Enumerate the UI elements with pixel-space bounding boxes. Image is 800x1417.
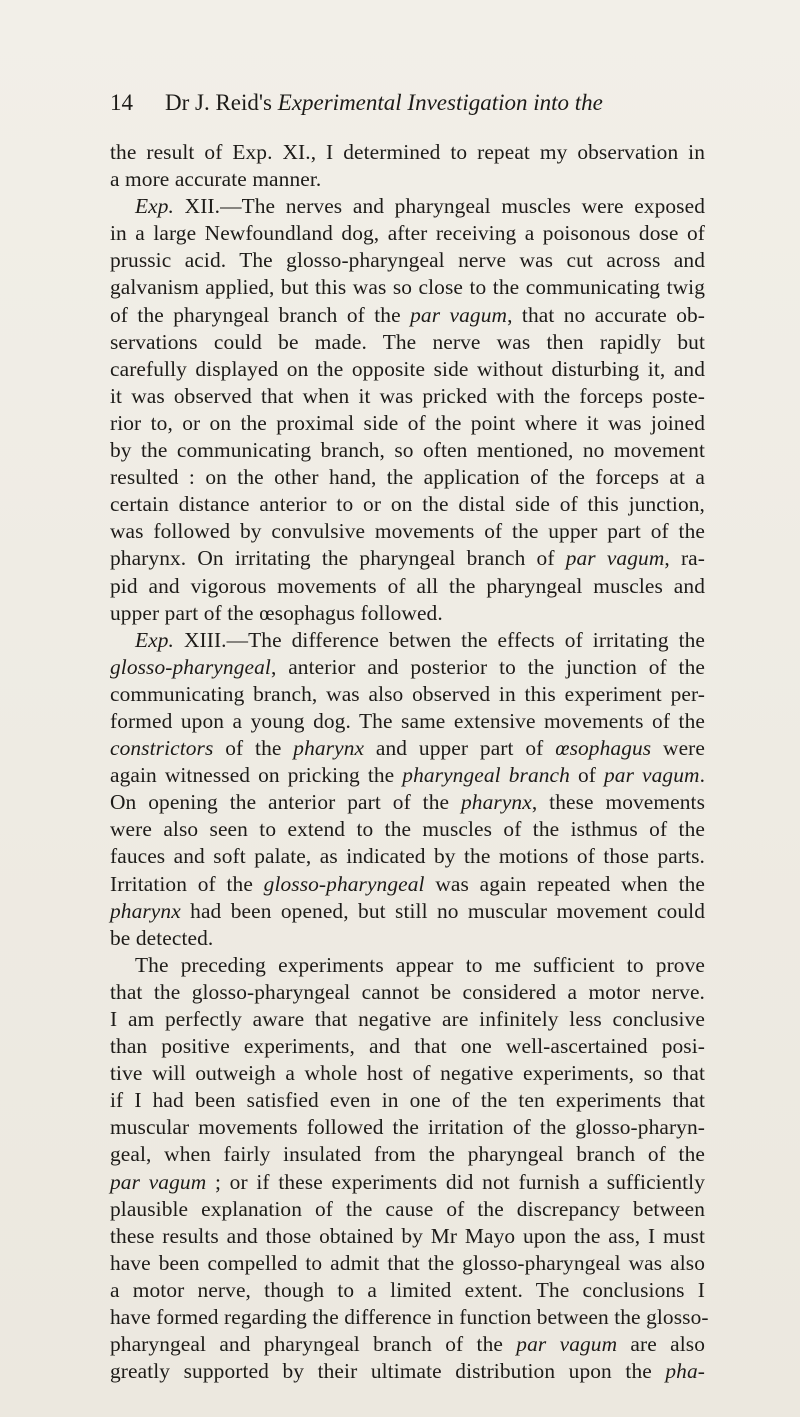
text-line [110,383,705,410]
text-segment: it was observed that when it was pricked with the forceps poste- [110,383,705,408]
text-segment: plausible explanation of the cause of the discrepancy between [110,1196,705,1221]
text-line [110,925,705,952]
italic-text: pharyngeal branch [402,763,570,788]
text-segment: formed upon a young dog. The same extensive movements of the [110,708,705,733]
text-line [110,1331,705,1358]
text-segment: greatly supported by their ultimate distribution upon the [110,1359,666,1384]
italic-text: pharynx [293,736,365,761]
text-segment: muscular movements followed the irritation of the glosso-pharyn- [110,1115,705,1140]
text-line [110,735,705,762]
text-line [110,1114,705,1141]
text-segment: the result of Exp. XI., I determined to repeat my observation in [110,140,705,164]
text-segment: tive will outweigh a whole host of negative experiments, so that [110,1061,705,1086]
text-segment: communicating branch, was also observed in this experiment per- [110,681,705,706]
running-head [165,88,603,118]
text-segment: prussic acid. The glosso-pharyngeal nerve was cut across and [110,248,705,273]
italic-text: constrictors [110,736,214,761]
text-segment: ; or if these experiments did not furnish a sufficiently [206,1169,705,1194]
text-segment: resulted : on the other hand, the application of the forceps at a [110,465,705,490]
text-segment: upper part of the œsophagus followed. [110,600,443,625]
text-line [110,464,705,491]
italic-text: pharynx [461,790,532,815]
text-segment: were also seen to extend to the muscles of the isthmus of the [110,817,705,842]
text-line [110,1141,705,1168]
text-line [110,1223,705,1250]
text-line [110,247,705,274]
text-segment: are also [617,1332,705,1357]
text-segment: than positive experiments, and that one well-ascertained posi- [110,1034,705,1059]
text-segment: I am perfectly aware that negative are infinitely less conclusive [110,1007,705,1031]
text-line [110,789,705,816]
text-line [110,518,705,545]
text-line [110,302,705,329]
text-line [110,545,705,572]
text-line [110,762,705,789]
italic-text: par vagum [410,302,508,327]
text-segment: On opening the anterior part of the [110,790,462,815]
text-segment: pharyngeal and pharyngeal branch of the [110,1332,517,1357]
text-line [110,600,705,627]
italic-text: œsophagus [555,736,652,761]
text-line [110,681,705,708]
text-segment: have been compelled to admit that the glosso-pharyngeal was also [110,1250,705,1275]
text-line [110,166,705,193]
text-segment: had been opened, but still no muscular movement could [180,898,705,923]
body-text [110,139,709,1385]
text-line [110,410,705,437]
text-line [110,816,705,843]
text-line [110,1169,705,1196]
text-line [110,139,705,166]
text-segment: , that no accurate ob- [507,302,706,327]
text-segment: carefully displayed on the opposite side without disturbing it, and [110,356,705,381]
text-line [110,1196,705,1223]
text-line [110,1250,705,1277]
text-segment: rior to, or on the proximal side of the point where it was joined [110,410,705,435]
text-segment: by the communicating branch, so often mentioned, no movement [110,438,705,463]
text-line [110,1304,709,1331]
text-segment: XIII.—The difference betwen the effects of irritating the [174,627,705,652]
text-segment: geal, when fairly insulated from the pharyngeal branch of the [110,1142,705,1167]
text-line [110,627,705,654]
italic-text: par vagum [516,1332,618,1357]
text-line [110,654,705,681]
text-segment: servations could be made. The nerve was then rapidly but [110,329,705,354]
text-segment: fauces and soft palate, as indicated by the motions of those parts. [110,844,705,869]
text-line [110,1006,705,1033]
text-segment: that the glosso-pharyngeal cannot be considered a motor nerve. [110,979,705,1004]
italic-text: par vagum [604,763,700,788]
text-segment: and upper part of [364,736,556,761]
text-line [110,1277,705,1304]
italic-text: glosso-pharyngeal [110,654,271,679]
text-segment: if I had been satisfied even in one of the ten experiments that [110,1088,705,1113]
text-segment: , anterior and posterior to the junction of the [270,654,705,679]
text-segment: these results and those obtained by Mr Mayo upon the ass, I must [110,1223,705,1248]
italic-text: pharynx [110,898,181,923]
italic-text: pha- [665,1359,705,1384]
text-segment: a more accurate manner. [110,167,322,192]
text-line [110,1087,705,1114]
text-segment: a motor nerve, though to a limited extent. The conclusions I [110,1277,705,1302]
italic-text: glosso-pharyngeal [263,871,425,896]
text-segment: of the [213,736,294,761]
text-segment: have formed regarding the difference in function between the glosso- [110,1305,709,1330]
text-segment: Irritation of the [110,871,264,896]
running-head-title: Experimental Investigation into the [277,90,603,115]
text-line [110,193,705,220]
text-line [110,979,705,1006]
italic-text: Exp. [135,194,175,219]
text-segment: was followed by convulsive movements of the upper part of the [110,519,705,544]
text-line [110,871,705,898]
text-line [110,274,705,301]
text-segment: The preceding experiments appear to me sufficient to prove [135,952,705,977]
text-line [110,220,705,247]
text-line [110,356,705,383]
text-segment: of the pharyngeal branch of the [110,302,411,327]
text-line [110,573,705,600]
text-segment: again witnessed on pricking the [110,763,403,788]
text-segment: XII.—The nerves and pharyngeal muscles were exposed [174,194,705,219]
text-segment: pid and vigorous movements of all the pharyngeal muscles and [110,573,705,598]
italic-text: Exp. [135,627,175,652]
text-segment: certain distance anterior to or on the distal side of this junction, [110,492,705,517]
text-line [110,843,705,870]
text-line [110,491,705,518]
text-segment: was again repeated when the [424,871,705,896]
text-line [110,1060,705,1087]
running-head-author: Dr J. Reid's [165,90,273,115]
running-header [110,88,710,118]
text-line [110,952,705,979]
text-segment: were [651,736,705,761]
page-number: 14 [110,90,133,115]
text-line [110,1033,705,1060]
text-segment: galvanism applied, but this was so close to the communicating twig [110,275,705,300]
text-segment: pharynx. On irritating the pharyngeal branch of [110,546,566,571]
text-segment: . [699,763,706,788]
text-line [110,898,705,925]
text-line [110,1358,705,1385]
text-segment: of [569,763,604,788]
text-segment: , these movements [531,790,705,815]
text-segment: in a large Newfoundland dog, after receiving a poisonous dose of [110,221,705,246]
text-line [110,329,705,356]
text-segment: be detected. [110,925,214,950]
text-line [110,708,705,735]
italic-text: par vagum [110,1169,207,1194]
text-segment: , ra- [664,546,706,571]
text-line [110,437,705,464]
italic-text: par vagum [565,546,665,571]
